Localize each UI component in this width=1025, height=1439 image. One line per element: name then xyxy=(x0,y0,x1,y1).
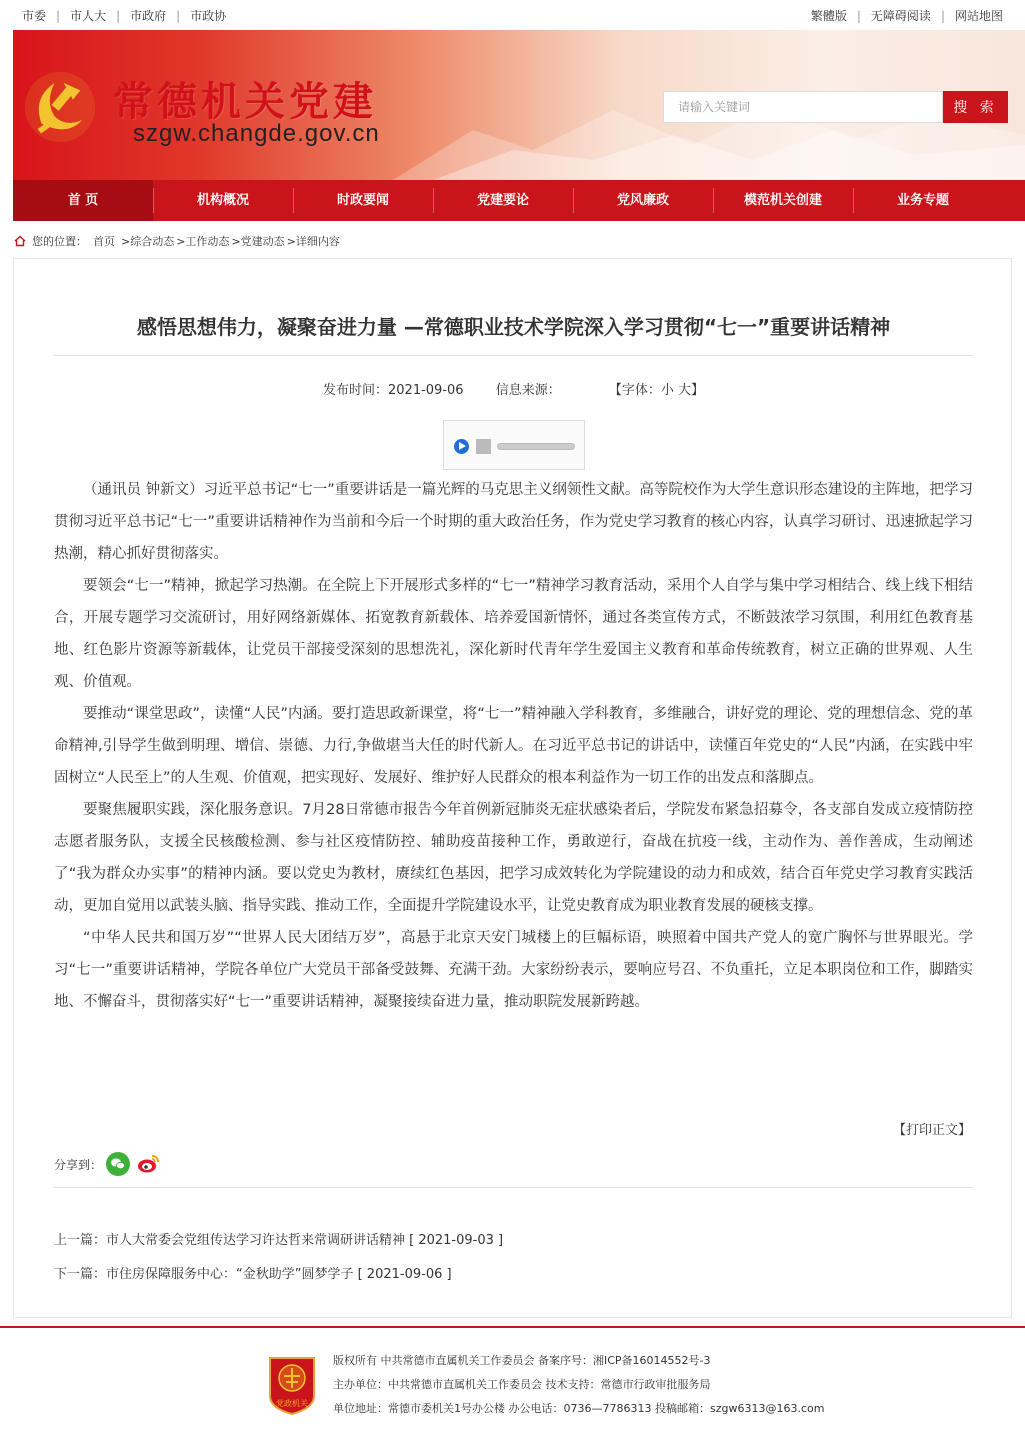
stop-icon[interactable] xyxy=(476,439,491,454)
site-domain: szgw.changde.gov.cn xyxy=(133,120,380,147)
party-emblem-icon xyxy=(23,70,97,144)
print-link[interactable]: 【打印正文】 xyxy=(892,1123,971,1138)
article-paragraph: 要领会“七一”精神，掀起学习热潮。在全院上下开展形式多样的“七一”精神学习教育活动，采用个人自学与集中学习相结合、线上线下相结合，开展专题学习交流研讨，用好网络新媒体、拓宽教育新载体、培养爱国新情怀，通过各类宣传方式，不断鼓浓学习氛围，利用红色教育基地、红色影片资源等新载体，让党员干部接受深刻的思想洗礼，深化新时代青年学生爱国主义教育和革命传统教育，树立正确的世界观、人生观、价值观。 xyxy=(54,578,973,690)
breadcrumb-detail: >详细内容 xyxy=(286,235,340,248)
top-links-left: 市委 | 市人大 | 市政府 | 市政协 xyxy=(22,9,227,23)
breadcrumb xyxy=(14,233,342,249)
nav-organization[interactable]: 机构概况 xyxy=(153,180,293,221)
publish-time: 发布时间：2021-09-06 xyxy=(323,383,464,398)
header-banner xyxy=(13,30,1025,180)
home-icon xyxy=(14,235,26,247)
article-title: 感悟思想伟力，凝聚奋进力量 —常德职业技术学院深入学习贯彻“七一”重要讲话精神 xyxy=(136,315,891,339)
nav-model-organ[interactable]: 模范机关创建 xyxy=(713,180,853,221)
article-body xyxy=(54,474,973,1018)
main-nav xyxy=(13,180,1025,221)
audio-progress-track[interactable] xyxy=(497,443,575,450)
article-paragraph: 要推动“课堂思政”，读懂“人民”内涵。要打造思政新课堂，将“七一”精神融入学科教育，多维融合，讲好党的理论、党的理想信念、党的革命精神,引导学生做到明理、增信、崇德、力行,争做堪当大任的时代新人。在习近平总书记的讲话中，读懂百年党史的“人民”内涵，在实践中牢固树立“人民至上”的人生观、价值观，把实现好、发展好、维护好人民群众的根本利益作为一切工作的出发点和落脚点。 xyxy=(54,706,973,786)
footer-copyright: 版权所有 中共常德市直属机关工作委员会 备案序号：湘ICP备16014552号-3 xyxy=(333,1354,711,1367)
article-paragraph: （通讯员 钟新文）习近平总书记“七一”重要讲话是一篇光辉的马克思主义纲领性文献。高等院校作为大学生意识形态建设的主阵地，把学习贯彻习近平总书记“七一”重要讲话精神作为当前和今后一个时期的重大政治任务，作为党史学习教育的核心内容，认真学习研讨、迅速掀起学习热潮，精心抓好贯彻落实。 xyxy=(54,482,973,562)
nav-special-topics[interactable]: 业务专题 xyxy=(853,180,993,221)
footer-sponsor: 主办单位：中共常德市直属机关工作委员会 技术支持：常德市行政审批服务局 xyxy=(333,1378,711,1391)
share-divider xyxy=(54,1187,973,1188)
top-link-sitemap[interactable]: 网站地图 xyxy=(954,9,1003,23)
top-link-government[interactable]: 市政府 xyxy=(130,9,167,23)
play-icon[interactable] xyxy=(454,439,469,454)
government-badge-icon[interactable] xyxy=(266,1354,318,1416)
article-paragraph: “中华人民共和国万岁”“世界人民大团结万岁”，高悬于北京天安门城楼上的巨幅标语，映照着中国共产党人的宽广胸怀与世界眼光。学习“七一”重要讲话精神，学院各单位广大党员干部备受鼓舞、充满干劲。大家纷纷表示，要响应号召、不负重托，立足本职岗位和工作，脚踏实地、不懈奋斗，贯彻落实好“七一”重要讲话精神，凝聚接续奋进力量，推动职院发展新跨越。 xyxy=(54,930,973,1010)
top-link-cppcc[interactable]: 市政协 xyxy=(190,9,227,23)
prev-article-link[interactable]: 上一篇：市人大常委会党组传达学习许达哲来常调研讲话精神 [ 2021-09-03 ] xyxy=(54,1233,504,1248)
nav-home[interactable]: 首 页 xyxy=(13,180,153,221)
article-paragraph: 要聚焦履职实践，深化服务意识。7月28日常德市报告今年首例新冠肺炎无症状感染者后，学院发布紧急招募令，各支部自发成立疫情防控志愿者服务队，支援全民核酸检测、参与社区疫情防控、辅助疫苗接种工作，勇敢逆行，奋战在抗疫一线，主动作为、善作善成，生动阐述了“我为群众办实事”的精神内涵。要以党史为教材，赓续红色基因，把学习成效转化为学院建设的动力和成效，结合百年党史学习教育实践活动，更加自觉用以武装头脑、指导实践、推动工作，全面提升学院建设水平，让党史教育成为职业教育发展的硬核支撑。 xyxy=(54,802,973,914)
breadcrumb-work-news[interactable]: >工作动态 xyxy=(176,235,230,248)
search-input[interactable]: 请输入关键词 xyxy=(663,91,943,123)
nav-news[interactable]: 时政要闻 xyxy=(293,180,433,221)
share-bar xyxy=(54,1151,162,1177)
wechat-icon[interactable] xyxy=(106,1152,130,1176)
breadcrumb-home[interactable]: 首页 xyxy=(93,235,115,248)
top-bar xyxy=(0,0,1025,30)
site-title: 常德机关党建 xyxy=(113,78,377,125)
breadcrumb-prefix: 您的位置： xyxy=(32,235,87,248)
breadcrumb-general-news[interactable]: >综合动态 xyxy=(121,235,175,248)
top-link-accessibility[interactable]: 无障碍阅读 xyxy=(870,9,931,23)
info-source: 信息来源： xyxy=(495,383,561,398)
weibo-icon[interactable] xyxy=(136,1151,162,1177)
search-button[interactable]: 搜 索 xyxy=(943,91,1008,123)
footer xyxy=(0,1328,1025,1439)
share-label: 分享到： xyxy=(54,1157,103,1172)
audio-player xyxy=(443,420,585,470)
badge-text: 党政机关 xyxy=(276,1399,308,1408)
nav-party-theory[interactable]: 党建要论 xyxy=(433,180,573,221)
breadcrumb-party-news[interactable]: >党建动态 xyxy=(231,235,285,248)
article-card xyxy=(13,258,1012,1318)
footer-contact: 单位地址：常德市委机关1号办公楼 办公电话：0736—7786313 投稿邮箱：szgw6313@163.com xyxy=(333,1402,825,1415)
next-article-link[interactable]: 下一篇：市住房保障服务中心：“金秋助学”圆梦学子 [ 2021-09-06 ] xyxy=(54,1267,452,1282)
nav-integrity[interactable]: 党风廉政 xyxy=(573,180,713,221)
article-meta xyxy=(14,379,1013,398)
top-links-right: 繁體版 | 无障碍阅读 | 网站地图 xyxy=(810,9,1003,23)
font-size-control[interactable]: 【字体：小 大】 xyxy=(608,383,704,398)
top-link-traditional[interactable]: 繁體版 xyxy=(810,9,847,23)
title-divider xyxy=(54,355,973,356)
top-link-party-committee[interactable]: 市委 xyxy=(22,9,47,23)
top-link-congress[interactable]: 市人大 xyxy=(70,9,107,23)
